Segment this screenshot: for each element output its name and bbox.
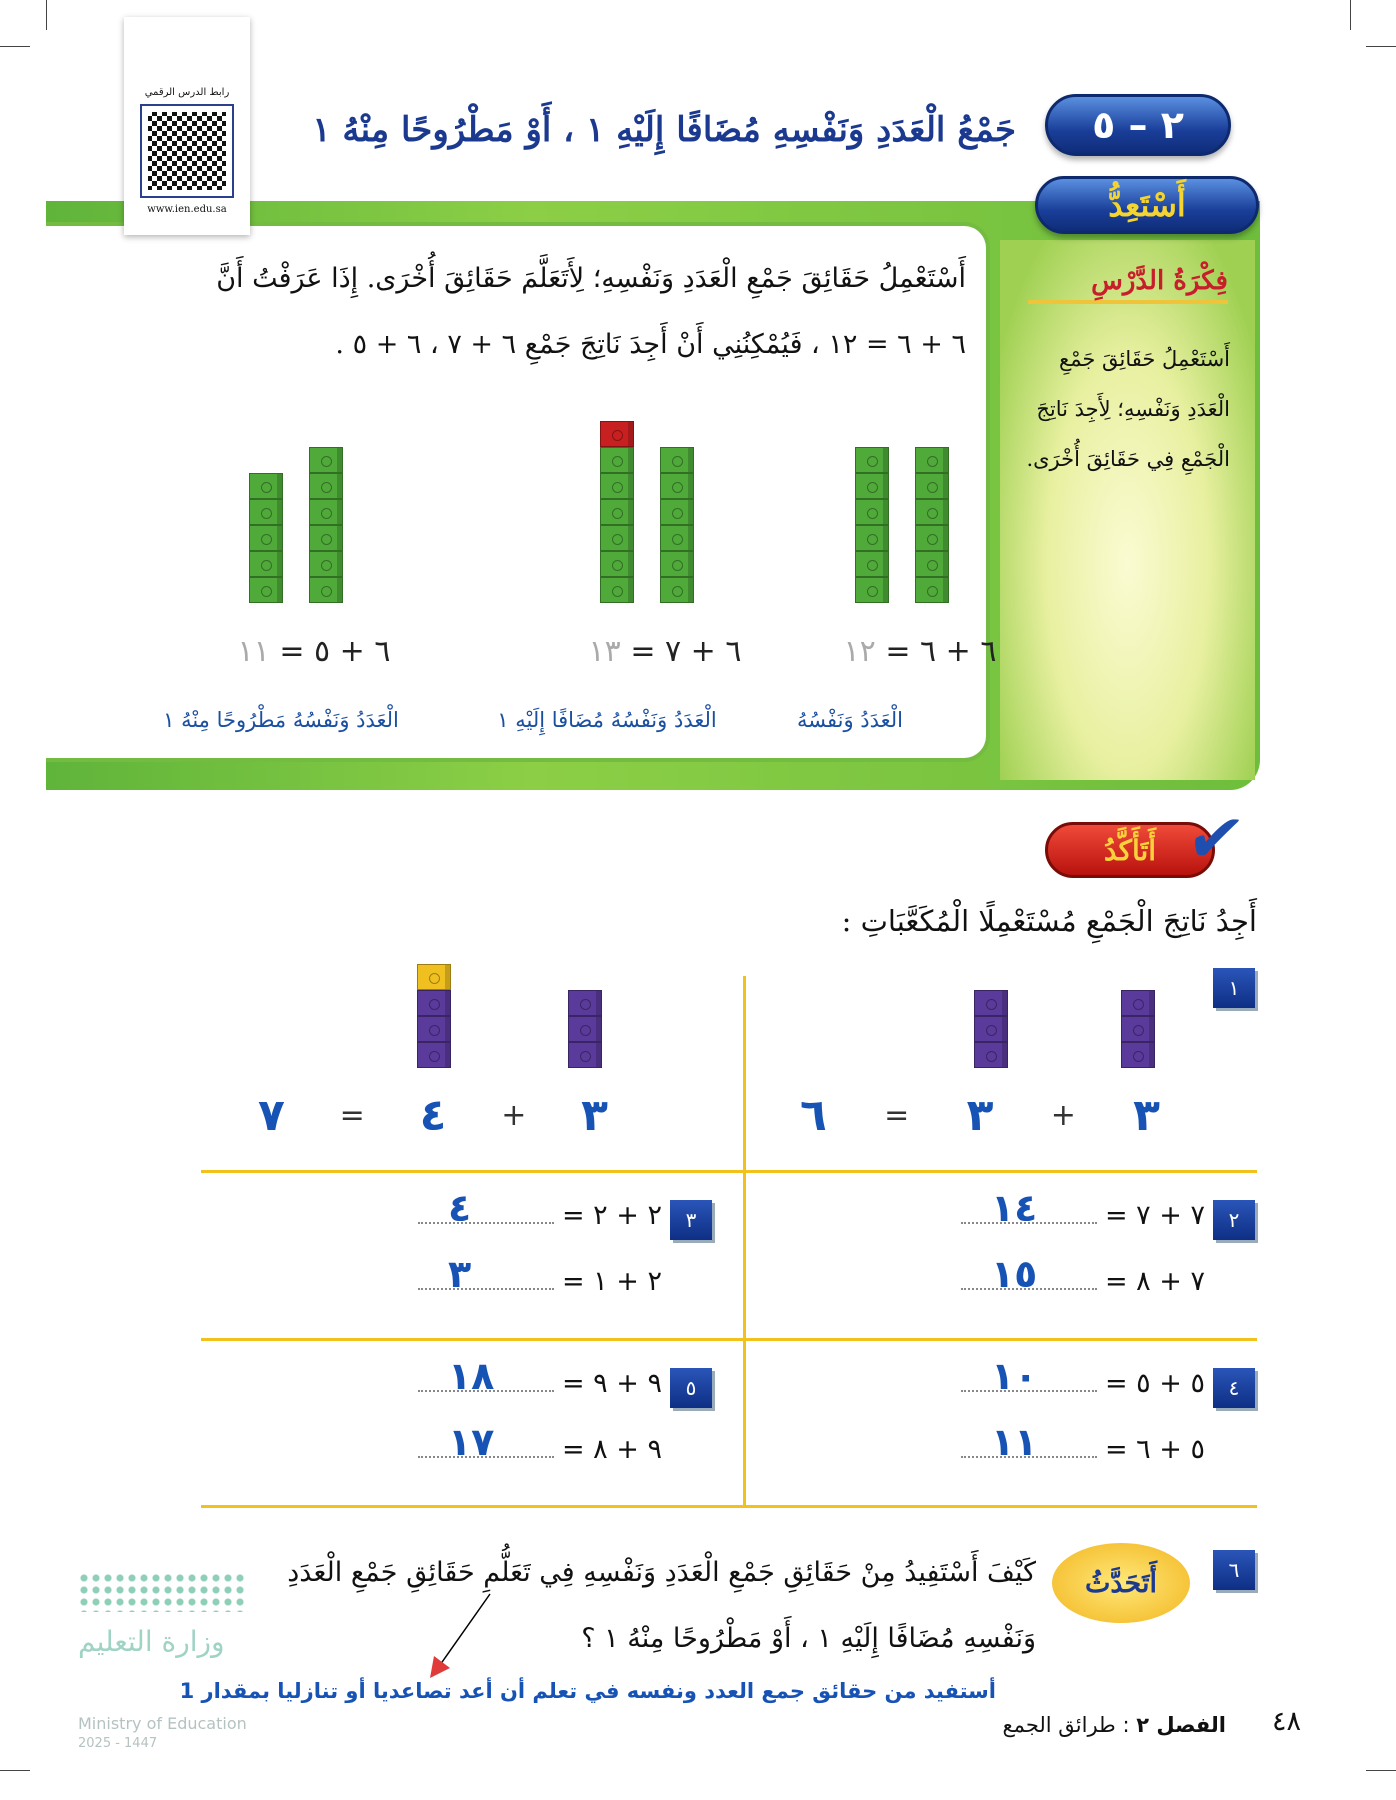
connecting-cube <box>974 1042 1008 1068</box>
connecting-cube <box>600 473 634 499</box>
equation-text: ٦ + ٧ = <box>630 634 742 669</box>
check-instruction: أَجِدُ نَاتِجَ الْجَمْعِ مُسْتَعْمِلًا الْمُكَعَّبَاتِ : <box>841 904 1257 938</box>
page-number: ٤٨ <box>1272 1706 1302 1737</box>
answer: ٣ <box>447 1252 472 1296</box>
answer-field[interactable] <box>961 1186 1097 1230</box>
connecting-cube <box>915 577 949 603</box>
connecting-cube <box>568 1042 602 1068</box>
model-label: الْعَدَدُ وَنَفْسُهُ مُضَافًا إِلَيْهِ ١ <box>497 708 717 732</box>
connecting-cube <box>600 525 634 551</box>
connecting-cube <box>915 525 949 551</box>
exercise-number: ٦ <box>1213 1550 1255 1590</box>
answer-field[interactable] <box>418 1252 554 1296</box>
connecting-cube <box>915 447 949 473</box>
connecting-cube <box>309 577 343 603</box>
answer: ١٥ <box>990 1252 1038 1296</box>
equation-text: ٦ + ٥ = <box>279 634 391 669</box>
model-equation <box>795 634 1045 669</box>
traced-result: ١١ <box>237 634 270 669</box>
crop-mark <box>0 1770 30 1771</box>
connecting-cube <box>600 499 634 525</box>
lesson-idea-text: أَسْتَعْمِلُ حَقَائِقَ جَمْعِ الْعَدَدِ وَنَفْسِهِ؛ لِأَجِدَ نَاتِجَ الْجَمْعِ فِي حَقَائِقَ أُخْرَى. <box>1026 347 1230 471</box>
connecting-cube <box>855 447 889 473</box>
answer-field[interactable] <box>961 1354 1097 1398</box>
grid-divider <box>743 976 746 1506</box>
answer: ٧ <box>258 1090 285 1141</box>
expression: ٩ + ٩ = <box>561 1368 662 1399</box>
addend: ٣ <box>966 1090 994 1141</box>
exercise-number: ٤ <box>1213 1368 1255 1408</box>
exercise-item <box>418 1186 662 1231</box>
exercise-number: ٢ <box>1213 1200 1255 1240</box>
connecting-cube <box>249 499 283 525</box>
addend: ٤ <box>419 1090 447 1141</box>
model-equation <box>540 634 790 669</box>
traced-result: ١٢ <box>843 634 876 669</box>
connecting-cube <box>660 525 694 551</box>
expression: ٩ + ٨ = <box>561 1434 662 1465</box>
expression: ٢ + ٢ = <box>561 1200 662 1231</box>
expression: ٢ + ١ = <box>561 1266 662 1297</box>
exercise-item <box>961 1354 1205 1399</box>
exercise-item <box>418 1420 662 1465</box>
connecting-cube <box>249 525 283 551</box>
chapter-number: الفصل ٢ <box>1136 1713 1226 1737</box>
connecting-cube <box>249 577 283 603</box>
answer: ١٧ <box>447 1420 495 1464</box>
checkmark-icon: ✔ <box>1181 800 1251 877</box>
connecting-cube <box>568 990 602 1016</box>
connecting-cube <box>600 447 634 473</box>
chapter-title: طرائق الجمع <box>1002 1713 1116 1737</box>
answer-field[interactable] <box>418 1354 554 1398</box>
expression: ٥ + ٦ = <box>1104 1434 1205 1465</box>
connecting-cube <box>660 551 694 577</box>
exercise-item <box>961 1186 1205 1231</box>
crop-mark <box>1350 0 1351 30</box>
lesson-idea-title: فِكْرَةُ الدَّرْسِ <box>1028 266 1228 304</box>
connecting-cube <box>915 551 949 577</box>
prepare-text-line2: ٦ + ٦ = ١٢ ، فَيُمْكِنُنِي أَنْ أَجِدَ نَاتِجَ جَمْعِ ٦ + ٧ ، ٦ + ٥ . <box>335 329 966 360</box>
answer-field[interactable] <box>961 1252 1097 1296</box>
qr-code-icon <box>140 104 234 198</box>
traced-result: ١٣ <box>588 634 621 669</box>
connecting-cube <box>309 525 343 551</box>
crop-mark <box>1366 46 1396 47</box>
connecting-cube <box>660 499 694 525</box>
answer: ٤ <box>447 1186 472 1230</box>
answer: ٦ <box>800 1090 827 1141</box>
connecting-cube <box>568 1016 602 1042</box>
expression: ٧ + ٨ = <box>1104 1266 1205 1297</box>
equation-text: ٦ + ٦ = <box>885 634 997 669</box>
connecting-cube <box>660 473 694 499</box>
connecting-cube <box>855 525 889 551</box>
talk-question-line2: وَنَفْسِهِ مُضَافًا إِلَيْهِ ١ ، أَوْ مَطْرُوحًا مِنْهُ ١ ؟ <box>581 1623 1036 1654</box>
connecting-cube <box>309 551 343 577</box>
equals-sign: = <box>339 1098 365 1133</box>
qr-caption: رابط الدرس الرقمي <box>144 87 230 98</box>
handwritten-answer: أستفيد من حقائق جمع العدد ونفسه في تعلم أن أعد تصاعديا أو تنازليا بمقدار 1 <box>179 1679 996 1703</box>
qr-url[interactable]: www.ien.edu.sa <box>147 204 227 215</box>
grid-divider <box>201 1505 1257 1508</box>
connecting-cube <box>417 1042 451 1068</box>
connecting-cube <box>915 473 949 499</box>
connecting-cube <box>1121 1042 1155 1068</box>
connecting-cube <box>974 1016 1008 1042</box>
talk-badge: أَتَحَدَّثُ <box>1052 1543 1190 1623</box>
connecting-cube <box>309 447 343 473</box>
connecting-cube <box>600 577 634 603</box>
connecting-cube <box>660 577 694 603</box>
connecting-cube <box>855 577 889 603</box>
prepare-text-line1: أَسْتَعْمِلُ حَقَائِقَ جَمْعِ الْعَدَدِ وَنَفْسِهِ؛ لِأَتَعَلَّمَ حَقَائِقَ أُخْرَى. إِذَا عَرَفْتُ أَنَّ <box>216 263 966 294</box>
grid-divider <box>201 1338 1257 1341</box>
prepare-badge: أَسْتَعِدُّ <box>1035 176 1259 234</box>
answer-field[interactable] <box>961 1420 1097 1464</box>
exercise1-right-equation <box>800 1090 1160 1141</box>
grid-divider <box>201 1170 1257 1173</box>
model-label: الْعَدَدُ وَنَفْسُهُ <box>796 708 903 732</box>
check-badge: أَتَأَكَّدُ <box>1045 822 1215 878</box>
exercise-number: ١ <box>1213 968 1255 1008</box>
connecting-cube <box>249 551 283 577</box>
exercise-item <box>418 1252 662 1297</box>
connecting-cube <box>309 499 343 525</box>
qr-card[interactable] <box>124 17 250 235</box>
exercise-item <box>961 1252 1205 1297</box>
answer: ١٤ <box>990 1186 1038 1230</box>
plus-sign: + <box>501 1098 527 1133</box>
annotation-arrow-icon <box>420 1590 500 1680</box>
connecting-cube <box>600 421 634 447</box>
answer: ١٨ <box>447 1354 495 1398</box>
connecting-cube <box>417 1016 451 1042</box>
footer-chapter <box>1003 1712 1227 1738</box>
crop-mark <box>1366 1770 1396 1771</box>
model-label: الْعَدَدُ وَنَفْسُهُ مَطْرُوحًا مِنْهُ ١ <box>163 708 399 732</box>
talk-question-line1: كَيْفَ أَسْتَفِيدُ مِنْ حَقَائِقِ جَمْعِ الْعَدَدِ وَنَفْسِهِ فِي تَعَلُّمِ حَقَائِقِ جَمْعِ الْعَدَدِ <box>287 1557 1036 1588</box>
answer-field[interactable] <box>418 1186 554 1230</box>
exercise-item <box>418 1354 662 1399</box>
exercise-number: ٥ <box>670 1368 712 1408</box>
connecting-cube <box>660 447 694 473</box>
equals-sign: = <box>884 1098 910 1133</box>
crop-mark <box>0 46 30 47</box>
addend: ٣ <box>581 1090 608 1141</box>
lesson-title: جَمْعُ الْعَدَدِ وَنَفْسِهِ مُضَافًا إِلَيْهِ ١ ، أَوْ مَطْرُوحًا مِنْهُ ١ <box>312 110 1016 150</box>
connecting-cube <box>600 551 634 577</box>
connecting-cube <box>855 473 889 499</box>
expression: ٥ + ٥ = <box>1104 1368 1205 1399</box>
answer-field[interactable] <box>418 1420 554 1464</box>
connecting-cube <box>915 499 949 525</box>
exercise-number: ٣ <box>670 1200 712 1240</box>
exercise1-left-equation <box>258 1090 608 1141</box>
connecting-cube <box>249 473 283 499</box>
answer: ١٠ <box>990 1354 1038 1398</box>
ministry-name-ar: وزارة التعليم <box>78 1625 225 1658</box>
answer: ١١ <box>990 1420 1038 1464</box>
ministry-name-en: Ministry of Education <box>78 1714 247 1733</box>
connecting-cube <box>309 473 343 499</box>
exercise-item <box>961 1420 1205 1465</box>
model-equation <box>189 634 439 669</box>
plus-sign: + <box>1050 1098 1076 1133</box>
connecting-cube <box>417 964 451 990</box>
connecting-cube <box>417 990 451 1016</box>
connecting-cube <box>855 499 889 525</box>
separator: : <box>1115 1713 1137 1737</box>
connecting-cube <box>974 990 1008 1016</box>
connecting-cube <box>1121 1016 1155 1042</box>
addend: ٣ <box>1133 1090 1160 1141</box>
lesson-number-badge: ٢ – ٥ <box>1045 94 1231 156</box>
ministry-year: 2025 - 1447 <box>78 1736 158 1751</box>
crop-mark <box>46 0 47 30</box>
expression: ٧ + ٧ = <box>1104 1200 1205 1231</box>
lesson-idea-background <box>1000 240 1255 780</box>
connecting-cube <box>855 551 889 577</box>
ministry-logo-icon <box>78 1572 248 1612</box>
connecting-cube <box>1121 990 1155 1016</box>
